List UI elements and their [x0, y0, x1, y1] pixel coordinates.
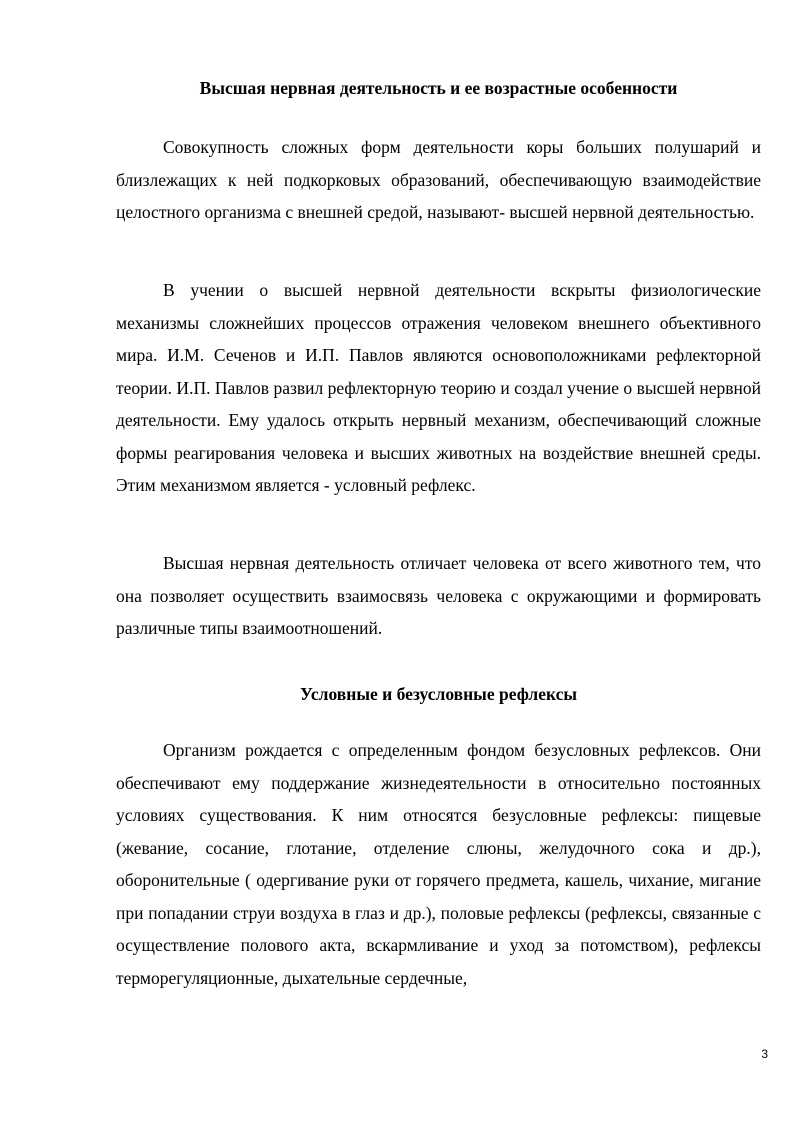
paragraph-reflex-theory: В учении о высшей нервной деятельности вскрыты физиологические механизмы сложнейших процессов отражения человеком внешнего объективного мира. И.М. Сеченов и И.П. Павлов являются основоположниками рефлекторной теории. И.П. Павлов развил рефлекторную теорию и создал учение о высшей нервной деятельности. Ему удалось открыть нервный механизм, обеспечивающий сложные формы реагирования человека и высших животных на воздействие внешней среды. Этим механизмом является - условный рефлекс. — [116, 280, 761, 495]
paragraph-unconditioned-reflexes: Организм рождается с определенным фондом безусловных рефлексов. Они обеспечивают ему поддержание жизнедеятельности в относительно постоянных условиях существования. К ним относятся безусловные рефлексы: пищевые (жевание, сосание, глотание, отделение слюны, желудочного сока и др.), оборонительные ( одергивание руки от горячего предмета, кашель, чихание, мигание при попадании струи воздуха в глаз и др.), половые рефлексы (рефлексы, связанные с осуществление полового акта, вскармливание и уход за потомством), рефлексы терморегуляционные, дыхательные сердечные, — [116, 740, 761, 988]
paragraph-definition: Совокупность сложных форм деятельности коры больших полушарий и близлежащих к ней подкорковых образований, обеспечивающую взаимодействие целостного организма с внешней средой, называют- высшей нервной деятельностью. — [116, 137, 761, 222]
page-number: 3 — [761, 1047, 768, 1061]
section-heading-reflexes: Условные и безусловные рефлексы — [299, 684, 578, 704]
section-heading-higher-nervous-activity: Высшая нервная деятельность и ее возрастные особенности — [199, 78, 678, 98]
paragraph-human-distinction: Высшая нервная деятельность отличает человека от всего животного тем, что она позволяет осуществить взаимосвязь человека с окружающими и формировать различные типы взаимоотношений. — [116, 553, 761, 638]
